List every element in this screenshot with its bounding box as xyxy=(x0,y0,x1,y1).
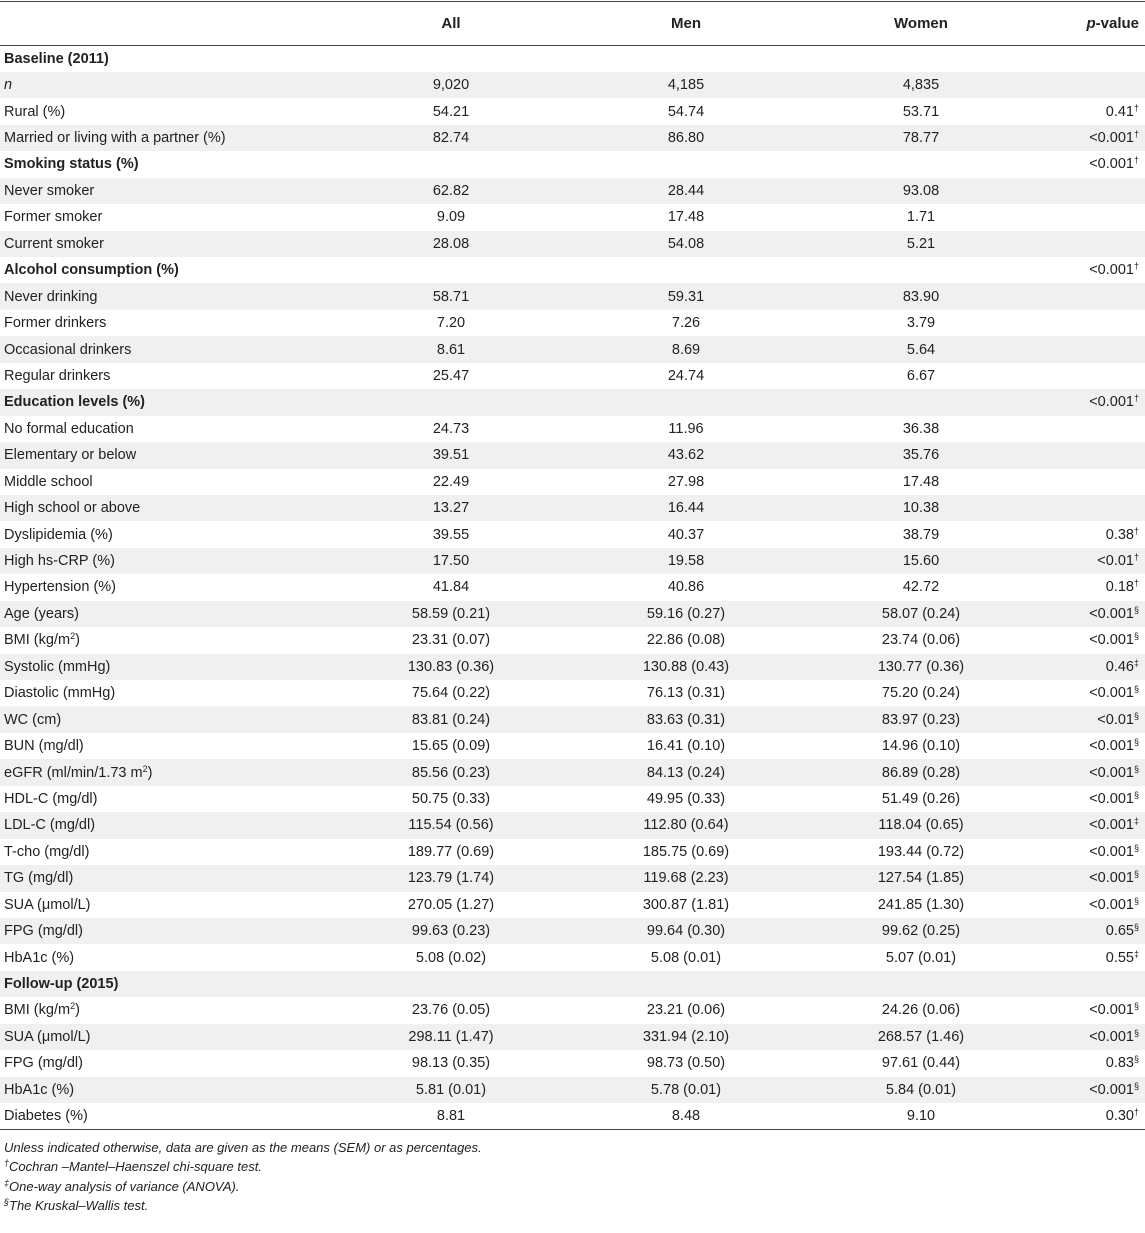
table-row xyxy=(0,574,1145,600)
value-women: 268.57 (1.46) xyxy=(877,1028,965,1045)
row-label: FPG (mg/dl) xyxy=(4,1055,83,1072)
value-all: 41.84 xyxy=(432,579,470,596)
value-p xyxy=(1031,178,1145,204)
value-men: 54.74 xyxy=(667,103,705,120)
row-label: Education levels (%) xyxy=(4,394,146,411)
value-women: 78.77 xyxy=(902,130,940,147)
value-women: 35.76 xyxy=(902,447,940,464)
value-women: 75.20 (0.24) xyxy=(881,685,961,702)
value-men: 84.13 (0.24) xyxy=(646,764,726,781)
value-all xyxy=(341,389,561,415)
value-men xyxy=(561,46,811,72)
row-label: T-cho (mg/dl) xyxy=(4,843,90,860)
row-label: TG (mg/dl) xyxy=(4,870,74,887)
value-women xyxy=(811,389,1031,415)
table-row xyxy=(0,654,1145,680)
section-row xyxy=(0,46,1145,72)
table-row xyxy=(0,839,1145,865)
table-row xyxy=(0,706,1145,732)
row-label: Diastolic (mmHg) xyxy=(4,685,116,702)
value-men: 5.08 (0.01) xyxy=(650,949,722,966)
table-row xyxy=(0,283,1145,309)
value-p: 0.65§ xyxy=(1105,922,1139,940)
value-all: 123.79 (1.74) xyxy=(407,870,495,887)
value-men xyxy=(561,389,811,415)
value-men: 86.80 xyxy=(667,130,705,147)
value-men: 83.63 (0.31) xyxy=(646,711,726,728)
value-women: 83.97 (0.23) xyxy=(881,711,961,728)
value-p: <0.001‡ xyxy=(1089,816,1139,834)
value-p xyxy=(1031,204,1145,230)
value-p xyxy=(1031,46,1145,72)
row-label: Former smoker xyxy=(4,209,103,226)
value-women: 1.71 xyxy=(906,209,936,226)
value-men: 119.68 (2.23) xyxy=(643,870,729,887)
row-label: Age (years) xyxy=(4,605,79,622)
row-label: Smoking status (%) xyxy=(4,156,139,173)
table-row xyxy=(0,680,1145,706)
row-label: HbA1c (%) xyxy=(4,949,75,966)
value-p: 0.41† xyxy=(1105,102,1139,120)
value-women xyxy=(811,257,1031,283)
value-all: 130.83 (0.36) xyxy=(407,658,495,675)
value-all xyxy=(341,151,561,177)
value-men: 8.48 xyxy=(561,1103,811,1129)
value-men xyxy=(561,257,811,283)
row-label: Follow-up (2015) xyxy=(4,976,119,993)
value-women: 58.07 (0.24) xyxy=(881,605,961,622)
value-women: 9.10 xyxy=(811,1103,1031,1129)
value-p: <0.001§ xyxy=(1089,790,1139,807)
row-label: Elementary or below xyxy=(4,447,137,464)
value-all: 15.65 (0.09) xyxy=(411,738,491,755)
row-label: eGFR (ml/min/1.73 $m^2$) xyxy=(4,763,153,781)
value-all: 28.08 xyxy=(432,235,470,252)
value-p: <0.001§ xyxy=(1089,684,1139,702)
value-all: 83.81 (0.24) xyxy=(411,711,491,728)
row-label: Current smoker xyxy=(4,235,104,252)
value-men: 19.58 xyxy=(667,553,705,570)
table-row xyxy=(0,601,1145,627)
row-label: WC (cm) xyxy=(4,711,62,728)
value-women: 51.49 (0.26) xyxy=(881,790,961,807)
value-p xyxy=(1031,310,1145,336)
table-row xyxy=(0,98,1145,124)
footnote: §The Kruskal–Wallis test. xyxy=(4,1197,149,1214)
value-p xyxy=(1031,442,1145,468)
value-women: 5.21 xyxy=(906,235,936,252)
value-women: 5.84 (0.01) xyxy=(885,1081,957,1098)
value-p: <0.001† xyxy=(1089,129,1139,147)
value-all: 99.63 (0.23) xyxy=(411,923,491,940)
value-all: 9,020 xyxy=(432,77,470,94)
value-all: 39.55 xyxy=(432,526,470,543)
row-label: LDL-C (mg/dl) xyxy=(4,817,96,834)
value-p: <0.001§ xyxy=(1089,842,1139,860)
value-men: 11.96 xyxy=(668,420,704,437)
value-p: <0.01§ xyxy=(1097,710,1139,728)
section-row xyxy=(0,971,1145,997)
value-women: 5.07 (0.01) xyxy=(885,949,957,966)
value-men: 112.80 (0.64) xyxy=(643,817,729,834)
value-p: <0.001§ xyxy=(1089,895,1139,913)
value-women: 5.64 xyxy=(906,341,936,358)
value-all xyxy=(341,46,561,72)
value-men: 99.64 (0.30) xyxy=(646,923,726,940)
table-row xyxy=(0,1024,1145,1050)
row-label: High school or above xyxy=(4,500,141,517)
value-p: <0.001§ xyxy=(1089,1001,1139,1019)
row-label: Systolic (mmHg) xyxy=(4,658,111,675)
value-p: <0.001§ xyxy=(1089,763,1139,781)
value-men: 24.74 xyxy=(667,367,705,384)
value-men: 7.26 xyxy=(671,315,701,332)
value-women: 97.61 (0.44) xyxy=(881,1055,961,1072)
row-label: BUN (mg/dl) xyxy=(4,738,84,755)
value-p xyxy=(1031,971,1145,997)
value-p xyxy=(1031,231,1145,257)
table-row xyxy=(0,521,1145,547)
value-all: 9.09 xyxy=(436,209,466,226)
footnote: †Cochran –Mantel–Haenszel chi-square test. xyxy=(4,1158,262,1175)
row-label: BMI $(kg/m^2)$ xyxy=(4,1001,80,1019)
value-p xyxy=(1031,416,1145,442)
value-all: 85.56 (0.23) xyxy=(411,764,491,781)
value-all: 54.21 xyxy=(432,103,470,120)
row-label: Married or living with a partner (%) xyxy=(4,130,226,147)
value-p: <0.001§ xyxy=(1089,1027,1139,1045)
value-all: 23.76 (0.05) xyxy=(411,1002,491,1019)
value-women: 10.38 xyxy=(902,500,940,517)
row-label: Never drinking xyxy=(4,288,98,305)
value-women: 15.60 xyxy=(902,553,940,570)
value-all: 270.05 (1.27) xyxy=(407,896,495,913)
value-all: 39.51 xyxy=(432,447,470,464)
table-row xyxy=(0,72,1145,98)
value-all: 5.08 (0.02) xyxy=(415,949,487,966)
row-label: Occasional drinkers xyxy=(4,341,132,358)
value-men: 22.86 (0.08) xyxy=(646,632,726,649)
value-women: 93.08 xyxy=(902,182,940,199)
header-all: All xyxy=(341,2,561,46)
value-p: <0.001† xyxy=(1089,393,1139,411)
value-men: 185.75 (0.69) xyxy=(642,843,730,860)
row-label: FPG (mg/dl) xyxy=(4,923,83,940)
value-all: 8.81 xyxy=(341,1103,561,1129)
table-row xyxy=(0,1050,1145,1076)
value-men: 40.37 xyxy=(667,526,705,543)
value-men: 16.44 xyxy=(667,500,705,517)
value-all xyxy=(341,971,561,997)
table-row xyxy=(0,310,1145,336)
header-label xyxy=(0,2,341,46)
value-women: 6.67 xyxy=(906,367,936,384)
value-p: 0.83§ xyxy=(1105,1054,1139,1072)
table-row xyxy=(0,918,1145,944)
table-row xyxy=(0,231,1145,257)
value-men: 27.98 xyxy=(667,473,705,490)
value-men: 300.87 (1.81) xyxy=(642,896,730,913)
row-label: SUA (μmol/L) xyxy=(4,1028,91,1045)
table-row xyxy=(0,363,1145,389)
value-p: 0.55‡ xyxy=(1105,948,1139,966)
value-women: 23.74 (0.06) xyxy=(881,632,961,649)
value-women: 130.77 (0.36) xyxy=(877,658,965,675)
row-label: No formal education xyxy=(4,420,134,437)
value-women: 83.90 xyxy=(902,288,940,305)
value-p: <0.001§ xyxy=(1089,869,1139,887)
row-label: HbA1c (%) xyxy=(4,1081,75,1098)
value-men: 8.69 xyxy=(671,341,701,358)
value-all: 50.75 (0.33) xyxy=(411,790,491,807)
value-men: 5.78 (0.01) xyxy=(650,1081,722,1098)
table-row xyxy=(0,759,1145,785)
table-row xyxy=(0,627,1145,653)
section-row xyxy=(0,151,1145,177)
value-women: 4,835 xyxy=(902,77,940,94)
value-p: 0.30† xyxy=(1031,1103,1145,1129)
value-women: 99.62 (0.25) xyxy=(881,923,961,940)
footnote: Unless indicated otherwise, data are given as the means (SEM) or as percentages. xyxy=(4,1139,482,1155)
row-label: Dyslipidemia (%) xyxy=(4,526,113,543)
value-all: 82.74 xyxy=(432,130,470,147)
value-all: 115.54 (0.56) xyxy=(408,817,494,834)
value-women: 3.79 xyxy=(906,315,936,332)
table-row xyxy=(0,892,1145,918)
row-label: Former drinkers xyxy=(4,315,107,332)
table-row xyxy=(0,336,1145,362)
value-women: 42.72 xyxy=(902,579,940,596)
value-all: 22.49 xyxy=(432,473,470,490)
value-all: 58.59 (0.21) xyxy=(411,605,491,622)
value-all: 23.31 (0.07) xyxy=(411,632,491,649)
value-women: 193.44 (0.72) xyxy=(877,843,965,860)
row-label: High hs-CRP (%) xyxy=(4,553,115,570)
table-row xyxy=(0,786,1145,812)
value-p: <0.001§ xyxy=(1089,631,1139,649)
value-women: 38.79 xyxy=(902,526,940,543)
value-p: <0.001† xyxy=(1089,261,1139,279)
table-footnotes xyxy=(0,1138,1145,1216)
value-all: 17.50 xyxy=(432,553,470,570)
table-row xyxy=(0,944,1145,970)
value-women: 118.04 (0.65) xyxy=(878,817,964,834)
table-row xyxy=(0,812,1145,838)
row-label: Regular drinkers xyxy=(4,367,111,384)
value-men xyxy=(561,151,811,177)
value-p: <0.001§ xyxy=(1089,1080,1139,1098)
value-all xyxy=(341,257,561,283)
value-men: 49.95 (0.33) xyxy=(646,790,726,807)
value-women: 241.85 (1.30) xyxy=(877,896,965,913)
value-men: 59.16 (0.27) xyxy=(646,605,726,622)
value-men: 130.88 (0.43) xyxy=(642,658,730,675)
value-men: 43.62 xyxy=(667,447,705,464)
row-label: SUA (μmol/L) xyxy=(4,896,91,913)
value-p: 0.38† xyxy=(1105,525,1139,543)
value-women: 17.48 xyxy=(902,473,940,490)
value-p xyxy=(1031,336,1145,362)
header-men: Men xyxy=(561,2,811,46)
row-label: Never smoker xyxy=(4,182,95,199)
value-men: 16.41 (0.10) xyxy=(646,738,726,755)
value-all: 5.81 (0.01) xyxy=(415,1081,487,1098)
value-women: 14.96 (0.10) xyxy=(881,738,961,755)
row-label: Hypertension (%) xyxy=(4,579,117,596)
row-label: Diabetes (%) xyxy=(0,1103,341,1129)
value-all: 7.20 xyxy=(436,315,466,332)
value-all: 75.64 (0.22) xyxy=(411,685,491,702)
value-all: 62.82 xyxy=(432,182,470,199)
value-men: 59.31 xyxy=(667,288,705,305)
value-men: 54.08 xyxy=(667,235,705,252)
value-p: 0.18† xyxy=(1105,578,1139,596)
value-men: 76.13 (0.31) xyxy=(646,685,726,702)
row-label: Alcohol consumption (%) xyxy=(4,262,179,279)
value-p xyxy=(1031,72,1145,98)
value-women xyxy=(811,971,1031,997)
value-women xyxy=(811,151,1031,177)
value-men: 28.44 xyxy=(667,182,705,199)
value-all: 298.11 (1.47) xyxy=(408,1028,494,1045)
table-row xyxy=(0,416,1145,442)
value-women: 53.71 xyxy=(902,103,940,120)
value-men: 17.48 xyxy=(667,209,705,226)
value-p: <0.001§ xyxy=(1089,604,1139,622)
section-row xyxy=(0,257,1145,283)
value-women: 24.26 (0.06) xyxy=(881,1002,961,1019)
header-women: Women xyxy=(811,2,1031,46)
table-row xyxy=(0,178,1145,204)
baseline-characteristics-table xyxy=(0,1,1145,1130)
value-all: 8.61 xyxy=(436,341,466,358)
section-row xyxy=(0,389,1145,415)
row-label: BMI $(kg/m^2)$ xyxy=(4,631,80,649)
table-row xyxy=(0,125,1145,151)
value-men: 331.94 (2.10) xyxy=(642,1028,730,1045)
header-p-value: p-value xyxy=(1031,2,1145,46)
value-p xyxy=(1031,495,1145,521)
value-p xyxy=(1031,283,1145,309)
table-row xyxy=(0,865,1145,891)
value-p xyxy=(1031,469,1145,495)
value-p xyxy=(1031,363,1145,389)
value-all: 189.77 (0.69) xyxy=(407,843,495,860)
value-women xyxy=(811,46,1031,72)
table-row xyxy=(0,495,1145,521)
table-row xyxy=(0,1077,1145,1103)
table-header-row xyxy=(0,2,1145,46)
value-men xyxy=(561,971,811,997)
value-women: 36.38 xyxy=(902,420,940,437)
row-label: Middle school xyxy=(4,473,93,490)
value-p: <0.001§ xyxy=(1089,737,1139,755)
value-all: 58.71 xyxy=(432,288,470,305)
table-row xyxy=(0,1103,1145,1129)
value-women: 127.54 (1.85) xyxy=(877,870,965,887)
table-row xyxy=(0,204,1145,230)
value-all: 25.47 xyxy=(432,367,470,384)
footnote: ‡One-way analysis of variance (ANOVA). xyxy=(4,1178,240,1194)
value-all: 13.27 xyxy=(432,500,470,517)
table-row xyxy=(0,997,1145,1023)
table-row xyxy=(0,548,1145,574)
value-all: 98.13 (0.35) xyxy=(411,1055,491,1072)
table-row xyxy=(0,733,1145,759)
table-row xyxy=(0,442,1145,468)
value-p: <0.01† xyxy=(1097,552,1139,570)
value-men: 4,185 xyxy=(667,77,705,94)
value-men: 98.73 (0.50) xyxy=(646,1055,726,1072)
value-women: 86.89 (0.28) xyxy=(881,764,961,781)
row-label: Rural (%) xyxy=(4,103,66,120)
value-men: 23.21 (0.06) xyxy=(646,1002,726,1019)
row-label: n xyxy=(4,77,13,94)
value-all: 24.73 xyxy=(432,420,470,437)
value-p: <0.001† xyxy=(1089,155,1139,173)
row-label: Baseline (2011) xyxy=(4,50,109,67)
table-row xyxy=(0,469,1145,495)
value-men: 40.86 xyxy=(667,579,705,596)
value-p: 0.46‡ xyxy=(1105,657,1139,675)
row-label: HDL-C (mg/dl) xyxy=(4,790,98,807)
